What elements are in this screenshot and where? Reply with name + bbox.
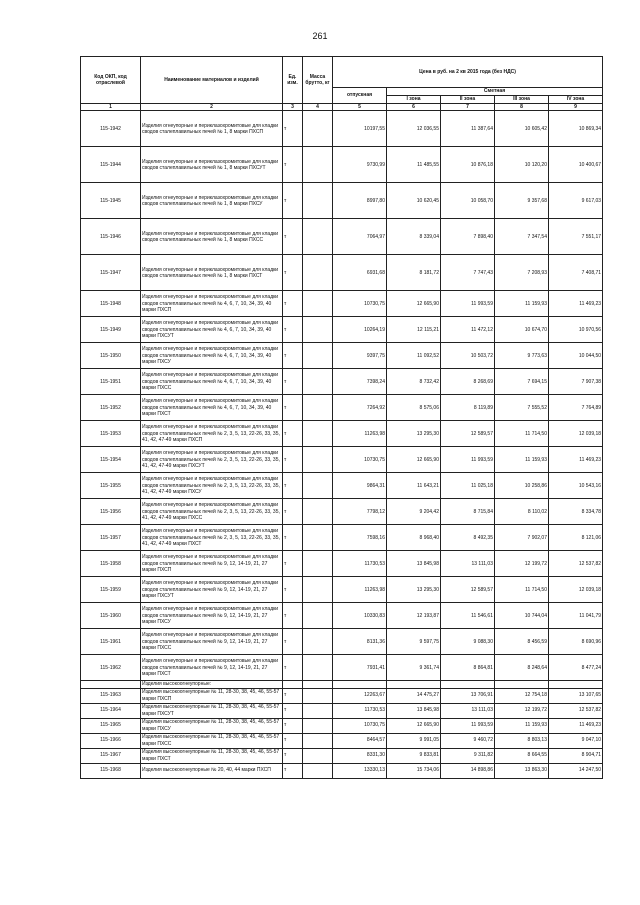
price-zone-2: 14 898,86	[441, 763, 495, 778]
price-table	[80, 56, 603, 779]
item-code: 115-1956	[81, 499, 141, 525]
section-title: Изделия высокоогнеупорные:	[141, 681, 283, 688]
item-mass	[303, 525, 333, 551]
item-name: Изделия огнеупорные и периклазохромитовые для кладки сводов сталеплавильных печей № 1, 8 марки ПХСУТ	[141, 147, 283, 183]
price-release: 11730,53	[333, 551, 387, 577]
price-zone-1: 12 665,90	[387, 447, 441, 473]
price-zone-3: 10 120,20	[495, 147, 549, 183]
price-zone-2: 8 492,35	[441, 525, 495, 551]
price-zone-3: 10 258,86	[495, 473, 549, 499]
price-release: 8131,36	[333, 629, 387, 655]
item-name: Изделия огнеупорные и периклазохромитовые для кладки сводов сталеплавильных печей № 4, 6, 7, 10, 34, 39, 40 марки ПХСС	[141, 369, 283, 395]
price-release: 11263,98	[333, 421, 387, 447]
item-name: Изделия огнеупорные и периклазохромитовые для кладки сводов сталеплавильных печей № 1, 8 марки ПХСУ	[141, 183, 283, 219]
column-index: 2	[141, 104, 283, 111]
column-index: 9	[549, 104, 603, 111]
table-row	[81, 111, 603, 147]
item-code: 115-1963	[81, 688, 141, 703]
table-body	[81, 111, 603, 778]
table-row	[81, 317, 603, 343]
price-zone-3: 11 159,93	[495, 291, 549, 317]
section-row	[81, 681, 603, 688]
section-empty	[387, 681, 441, 688]
header-delivery: Сметная	[387, 88, 603, 96]
price-zone-2: 12 589,57	[441, 421, 495, 447]
item-name: Изделия огнеупорные и периклазохромитовые для кладки сводов сталеплавильных печей № 9, 12, 14-19, 21, 27 марки ПХСП	[141, 551, 283, 577]
header-code: Код ОКП, код отраслевой	[81, 57, 141, 104]
price-zone-4: 8 904,71	[549, 748, 603, 763]
column-index: 6	[387, 104, 441, 111]
item-mass	[303, 688, 333, 703]
item-mass	[303, 447, 333, 473]
price-release: 10730,75	[333, 718, 387, 733]
item-name: Изделия огнеупорные и периклазохромитовые для кладки сводов сталеплавильных печей № 1, 8 марки ПХСС	[141, 219, 283, 255]
price-zone-3: 7 555,52	[495, 395, 549, 421]
price-zone-4: 12 039,18	[549, 577, 603, 603]
item-code: 115-1945	[81, 183, 141, 219]
item-mass	[303, 317, 333, 343]
price-zone-4: 10 400,67	[549, 147, 603, 183]
price-zone-1: 13 845,98	[387, 551, 441, 577]
price-zone-2: 9 460,72	[441, 733, 495, 748]
price-release: 10264,19	[333, 317, 387, 343]
item-code: 115-1960	[81, 603, 141, 629]
table-row	[81, 655, 603, 681]
table-row	[81, 525, 603, 551]
item-mass	[303, 291, 333, 317]
header-zone-4: IV зона	[549, 96, 603, 104]
price-zone-1: 8 968,40	[387, 525, 441, 551]
item-code: 115-1955	[81, 473, 141, 499]
item-name: Изделия огнеупорные и периклазохромитовые для кладки сводов сталеплавильных печей № 9, 12, 14-19, 21, 27 марки ПХСУ	[141, 603, 283, 629]
item-unit: т	[283, 703, 303, 718]
section-empty	[333, 681, 387, 688]
item-name: Изделия огнеупорные и периклазохромитовые для кладки сводов сталеплавильных печей № 4, 6, 7, 10, 34, 39, 40 марки ПХСУТ	[141, 317, 283, 343]
price-zone-4: 9 617,03	[549, 183, 603, 219]
item-code: 115-1961	[81, 629, 141, 655]
price-zone-3: 8 803,13	[495, 733, 549, 748]
item-unit: т	[283, 219, 303, 255]
price-zone-1: 11 485,55	[387, 147, 441, 183]
item-unit: т	[283, 748, 303, 763]
section-empty	[283, 681, 303, 688]
price-release: 8331,30	[333, 748, 387, 763]
item-mass	[303, 733, 333, 748]
item-name: Изделия огнеупорные и периклазохромитовые для кладки сводов сталеплавильных печей № 2, 3, 5, 13, 22-26, 33, 35, 41, 42, 47-49 марки ПХСП	[141, 421, 283, 447]
item-code: 115-1962	[81, 655, 141, 681]
section-empty	[441, 681, 495, 688]
item-code: 115-1942	[81, 111, 141, 147]
table-row	[81, 551, 603, 577]
table-row	[81, 395, 603, 421]
item-unit: т	[283, 447, 303, 473]
item-code: 115-1954	[81, 447, 141, 473]
item-unit: т	[283, 147, 303, 183]
price-zone-2: 11 993,59	[441, 291, 495, 317]
item-unit: т	[283, 603, 303, 629]
price-zone-4: 11 469,23	[549, 718, 603, 733]
item-code: 115-1959	[81, 577, 141, 603]
item-mass	[303, 395, 333, 421]
header-name: Наименование материалов и изделий	[141, 57, 283, 104]
price-zone-2: 13 706,91	[441, 688, 495, 703]
column-index: 4	[303, 104, 333, 111]
price-zone-1: 9 597,75	[387, 629, 441, 655]
price-release: 7798,12	[333, 499, 387, 525]
column-index: 8	[495, 104, 549, 111]
price-zone-1: 12 036,55	[387, 111, 441, 147]
item-unit: т	[283, 421, 303, 447]
price-zone-1: 11 092,52	[387, 343, 441, 369]
price-zone-1: 13 295,30	[387, 421, 441, 447]
price-zone-1: 8 575,06	[387, 395, 441, 421]
item-unit: т	[283, 499, 303, 525]
price-zone-1: 14 475,27	[387, 688, 441, 703]
price-zone-3: 7 208,93	[495, 255, 549, 291]
table-row	[81, 447, 603, 473]
price-zone-2: 11 025,18	[441, 473, 495, 499]
header-release: отпускная	[333, 88, 387, 104]
price-zone-3: 8 664,55	[495, 748, 549, 763]
table-row	[81, 733, 603, 748]
price-zone-1: 9 991,05	[387, 733, 441, 748]
item-unit: т	[283, 525, 303, 551]
price-zone-4: 8 690,96	[549, 629, 603, 655]
item-name: Изделия высокоогнеупорные № 11, 28-30, 38, 45, 46, 55-57 марки ПХСС	[141, 733, 283, 748]
item-code: 115-1949	[81, 317, 141, 343]
price-release: 9397,75	[333, 343, 387, 369]
price-release: 7931,41	[333, 655, 387, 681]
table-row	[81, 603, 603, 629]
item-mass	[303, 343, 333, 369]
item-mass	[303, 763, 333, 778]
price-zone-2: 11 993,59	[441, 447, 495, 473]
price-release: 6931,68	[333, 255, 387, 291]
price-zone-2: 8 119,89	[441, 395, 495, 421]
table-row	[81, 147, 603, 183]
price-zone-3: 11 159,93	[495, 447, 549, 473]
price-zone-1: 13 845,98	[387, 703, 441, 718]
price-zone-1: 11 643,21	[387, 473, 441, 499]
item-unit: т	[283, 255, 303, 291]
price-zone-2: 11 546,61	[441, 603, 495, 629]
column-index: 3	[283, 104, 303, 111]
price-zone-4: 11 041,79	[549, 603, 603, 629]
item-mass	[303, 421, 333, 447]
price-zone-4: 7 551,17	[549, 219, 603, 255]
item-name: Изделия высокоогнеупорные № 11, 28-30, 38, 45, 46, 55-57 марки ПХСТ	[141, 748, 283, 763]
price-release: 13330,13	[333, 763, 387, 778]
price-zone-4: 10 044,50	[549, 343, 603, 369]
item-mass	[303, 255, 333, 291]
price-zone-3: 11 159,93	[495, 718, 549, 733]
price-zone-1: 8 339,04	[387, 219, 441, 255]
price-zone-1: 15 734,06	[387, 763, 441, 778]
header-zone-2: II зона	[441, 96, 495, 104]
price-release: 8997,80	[333, 183, 387, 219]
price-zone-2: 13 111,03	[441, 703, 495, 718]
item-name: Изделия высокоогнеупорные № 11, 28-30, 38, 45, 46, 55-57 марки ПХСУ	[141, 718, 283, 733]
table-row	[81, 219, 603, 255]
price-zone-3: 7 694,15	[495, 369, 549, 395]
price-zone-2: 7 747,43	[441, 255, 495, 291]
price-zone-2: 12 589,57	[441, 577, 495, 603]
item-code: 115-1944	[81, 147, 141, 183]
item-mass	[303, 499, 333, 525]
price-zone-1: 10 620,45	[387, 183, 441, 219]
price-zone-2: 8 715,84	[441, 499, 495, 525]
table-row	[81, 629, 603, 655]
column-index: 7	[441, 104, 495, 111]
price-release: 7398,24	[333, 369, 387, 395]
price-zone-3: 10 605,42	[495, 111, 549, 147]
price-zone-4: 10 869,34	[549, 111, 603, 147]
item-unit: т	[283, 291, 303, 317]
price-zone-1: 9 204,42	[387, 499, 441, 525]
header-unit: Ед. изм.	[283, 57, 303, 104]
price-release: 9864,31	[333, 473, 387, 499]
table-row	[81, 291, 603, 317]
item-code: 115-1947	[81, 255, 141, 291]
item-name: Изделия огнеупорные и периклазохромитовые для кладки сводов сталеплавильных печей № 9, 12, 14-19, 21, 27 марки ПХСС	[141, 629, 283, 655]
price-zone-1: 12 193,87	[387, 603, 441, 629]
page-number: 261	[312, 31, 328, 41]
table-row	[81, 703, 603, 718]
item-name: Изделия огнеупорные и периклазохромитовые для кладки сводов сталеплавильных печей № 2, 3, 5, 13, 22-26, 33, 35, 41, 42, 47-49 марки ПХСС	[141, 499, 283, 525]
section-empty	[549, 681, 603, 688]
item-name: Изделия огнеупорные и периклазохромитовые для кладки сводов сталеплавильных печей № 4, 6, 7, 10, 34, 39, 40 марки ПХСП	[141, 291, 283, 317]
section-empty	[303, 681, 333, 688]
price-zone-3: 10 744,04	[495, 603, 549, 629]
price-release: 10197,55	[333, 111, 387, 147]
price-zone-2: 9 088,30	[441, 629, 495, 655]
price-release: 10730,75	[333, 447, 387, 473]
price-zone-4: 8 477,24	[549, 655, 603, 681]
price-zone-4: 13 107,65	[549, 688, 603, 703]
table-row	[81, 577, 603, 603]
item-code: 115-1958	[81, 551, 141, 577]
price-zone-4: 7 408,71	[549, 255, 603, 291]
price-zone-3: 8 456,59	[495, 629, 549, 655]
price-zone-3: 10 674,70	[495, 317, 549, 343]
item-code: 115-1953	[81, 421, 141, 447]
table-row	[81, 255, 603, 291]
price-release: 11730,53	[333, 703, 387, 718]
price-zone-2: 11 387,64	[441, 111, 495, 147]
price-zone-4: 10 970,56	[549, 317, 603, 343]
price-zone-4: 14 247,50	[549, 763, 603, 778]
item-mass	[303, 603, 333, 629]
item-unit: т	[283, 577, 303, 603]
price-zone-4: 8 121,06	[549, 525, 603, 551]
item-name: Изделия огнеупорные и периклазохромитовые для кладки сводов сталеплавильных печей № 4, 6, 7, 10, 34, 39, 40 марки ПХСТ	[141, 395, 283, 421]
price-zone-1: 13 295,30	[387, 577, 441, 603]
price-zone-2: 10 876,18	[441, 147, 495, 183]
price-zone-4: 9 047,10	[549, 733, 603, 748]
table-row	[81, 183, 603, 219]
item-code: 115-1952	[81, 395, 141, 421]
price-zone-1: 8 181,72	[387, 255, 441, 291]
item-mass	[303, 655, 333, 681]
column-index: 5	[333, 104, 387, 111]
table-row	[81, 763, 603, 778]
price-zone-4: 11 469,23	[549, 447, 603, 473]
item-unit: т	[283, 763, 303, 778]
price-zone-2: 10 503,72	[441, 343, 495, 369]
price-zone-1: 8 732,42	[387, 369, 441, 395]
price-zone-2: 8 864,81	[441, 655, 495, 681]
item-unit: т	[283, 317, 303, 343]
item-unit: т	[283, 183, 303, 219]
price-zone-3: 12 754,18	[495, 688, 549, 703]
item-code: 115-1946	[81, 219, 141, 255]
item-mass	[303, 369, 333, 395]
item-name: Изделия высокоогнеупорные № 11, 28-30, 38, 45, 46, 55-57 марки ПХСУТ	[141, 703, 283, 718]
item-mass	[303, 473, 333, 499]
item-name: Изделия огнеупорные и периклазохромитовые для кладки сводов сталеплавильных печей № 1, 8 марки ПХСП	[141, 111, 283, 147]
header-mass: Масса брутто, кг	[303, 57, 333, 104]
item-unit: т	[283, 111, 303, 147]
price-zone-4: 11 469,23	[549, 291, 603, 317]
price-release: 10730,75	[333, 291, 387, 317]
item-mass	[303, 748, 333, 763]
price-zone-1: 12 665,90	[387, 291, 441, 317]
item-mass	[303, 703, 333, 718]
item-mass	[303, 551, 333, 577]
table-row	[81, 748, 603, 763]
item-code: 115-1964	[81, 703, 141, 718]
price-zone-4: 12 537,82	[549, 703, 603, 718]
price-release: 10330,83	[333, 603, 387, 629]
price-zone-2: 11 993,59	[441, 718, 495, 733]
price-zone-3: 7 347,54	[495, 219, 549, 255]
item-code: 115-1950	[81, 343, 141, 369]
header-zone-1: I зона	[387, 96, 441, 104]
table-row	[81, 499, 603, 525]
item-unit: т	[283, 718, 303, 733]
price-zone-2: 8 268,69	[441, 369, 495, 395]
price-zone-3: 9 357,68	[495, 183, 549, 219]
item-name: Изделия огнеупорные и периклазохромитовые для кладки сводов сталеплавильных печей № 2, 3, 5, 13, 22-26, 33, 35, 41, 42, 47-49 марки ПХСТ	[141, 525, 283, 551]
price-zone-1: 9 361,74	[387, 655, 441, 681]
price-zone-3: 9 773,63	[495, 343, 549, 369]
item-code: 115-1957	[81, 525, 141, 551]
item-mass	[303, 629, 333, 655]
item-name: Изделия огнеупорные и периклазохромитовые для кладки сводов сталеплавильных печей № 2, 3, 5, 13, 22-26, 33, 35, 41, 42, 47-49 марки ПХСУ	[141, 473, 283, 499]
column-index: 1	[81, 104, 141, 111]
table-row	[81, 688, 603, 703]
table-row	[81, 369, 603, 395]
item-name: Изделия огнеупорные и периклазохромитовые для кладки сводов сталеплавильных печей № 4, 6, 7, 10, 34, 39, 40 марки ПХСУ	[141, 343, 283, 369]
price-zone-2: 9 311,82	[441, 748, 495, 763]
price-zone-3: 11 714,50	[495, 421, 549, 447]
price-zone-2: 7 898,40	[441, 219, 495, 255]
price-zone-4: 8 334,78	[549, 499, 603, 525]
price-zone-3: 7 902,07	[495, 525, 549, 551]
header-price-title: Цена в руб. на 2 кв 2015 года (без НДС)	[333, 57, 603, 88]
price-release: 9730,99	[333, 147, 387, 183]
item-mass	[303, 718, 333, 733]
item-name: Изделия огнеупорные и периклазохромитовые для кладки сводов сталеплавильных печей № 9, 12, 14-19, 21, 27 марки ПХСТ	[141, 655, 283, 681]
price-zone-1: 9 833,81	[387, 748, 441, 763]
item-code: 115-1951	[81, 369, 141, 395]
price-zone-1: 12 665,90	[387, 718, 441, 733]
price-zone-3: 11 714,50	[495, 577, 549, 603]
price-zone-3: 12 199,72	[495, 703, 549, 718]
item-unit: т	[283, 473, 303, 499]
item-unit: т	[283, 629, 303, 655]
item-unit: т	[283, 369, 303, 395]
price-zone-3: 8 110,02	[495, 499, 549, 525]
price-zone-3: 12 199,72	[495, 551, 549, 577]
item-mass	[303, 111, 333, 147]
item-unit: т	[283, 655, 303, 681]
item-unit: т	[283, 551, 303, 577]
price-zone-4: 7 907,38	[549, 369, 603, 395]
item-mass	[303, 219, 333, 255]
price-release: 7064,97	[333, 219, 387, 255]
price-zone-1: 12 115,21	[387, 317, 441, 343]
item-mass	[303, 147, 333, 183]
table-row	[81, 718, 603, 733]
price-release: 11263,98	[333, 577, 387, 603]
item-unit: т	[283, 395, 303, 421]
price-zone-3: 13 863,30	[495, 763, 549, 778]
item-code: 115-1948	[81, 291, 141, 317]
price-release: 7264,92	[333, 395, 387, 421]
price-zone-2: 11 472,12	[441, 317, 495, 343]
price-release: 12263,67	[333, 688, 387, 703]
price-zone-2: 13 111,03	[441, 551, 495, 577]
price-zone-4: 12 039,18	[549, 421, 603, 447]
item-unit: т	[283, 343, 303, 369]
table-row	[81, 473, 603, 499]
price-zone-4: 7 764,89	[549, 395, 603, 421]
item-name: Изделия огнеупорные и периклазохромитовые для кладки сводов сталеплавильных печей № 9, 12, 14-19, 21, 27 марки ПХСУТ	[141, 577, 283, 603]
price-release: 7598,16	[333, 525, 387, 551]
item-code: 115-1968	[81, 763, 141, 778]
item-mass	[303, 577, 333, 603]
item-name: Изделия огнеупорные и периклазохромитовые для кладки сводов сталеплавильных печей № 2, 3, 5, 13, 22-26, 33, 35, 41, 42, 47-49 марки ПХСУТ	[141, 447, 283, 473]
item-unit: т	[283, 688, 303, 703]
item-name: Изделия высокоогнеупорные № 11, 28-30, 38, 45, 46, 55-57 марки ПХСП	[141, 688, 283, 703]
price-zone-4: 12 537,82	[549, 551, 603, 577]
table-row	[81, 421, 603, 447]
price-zone-3: 8 248,64	[495, 655, 549, 681]
section-code	[81, 681, 141, 688]
price-zone-4: 10 543,16	[549, 473, 603, 499]
header-zone-3: III зона	[495, 96, 549, 104]
item-name: Изделия огнеупорные и периклазохромитовые для кладки сводов сталеплавильных печей № 1, 8 марки ПХСТ	[141, 255, 283, 291]
price-release: 8464,57	[333, 733, 387, 748]
column-index-row	[81, 104, 603, 111]
item-code: 115-1966	[81, 733, 141, 748]
item-code: 115-1965	[81, 718, 141, 733]
price-zone-2: 10 058,70	[441, 183, 495, 219]
item-code: 115-1967	[81, 748, 141, 763]
section-empty	[495, 681, 549, 688]
item-name: Изделия высокоогнеупорные № 20, 40, 44 марки ПХСП	[141, 763, 283, 778]
item-unit: т	[283, 733, 303, 748]
table-row	[81, 343, 603, 369]
item-mass	[303, 183, 333, 219]
